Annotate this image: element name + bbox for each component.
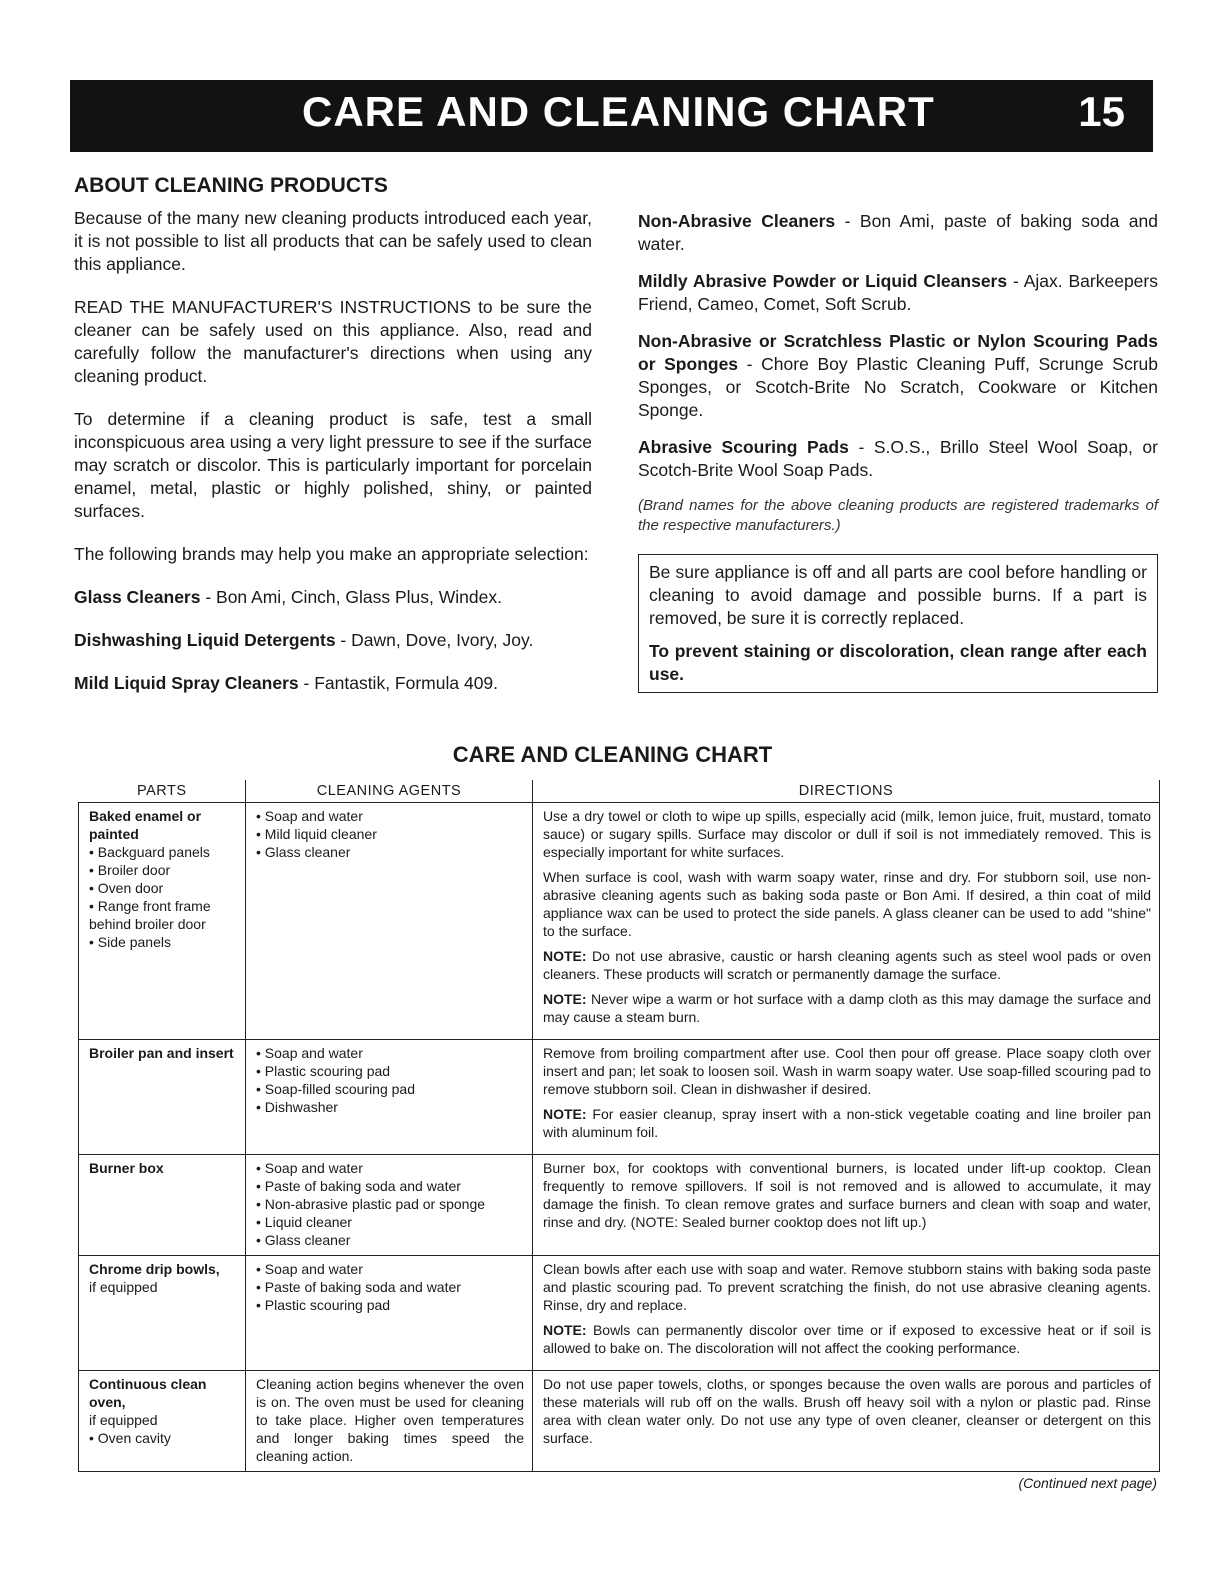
category-text: - Chore Boy Plastic Cleaning Puff, Scrunge Scrub Sponges, or Scotch-Brite No Scratch, Cookware or Kitchen Sponge.: [638, 354, 1159, 420]
direction-text: For easier cleanup, spray insert with a non-stick vegetable coating and line broiler pan with aluminum foil.: [543, 1106, 1151, 1140]
part-item: • Range front frame behind broiler door: [89, 897, 237, 933]
direction-paragraph: [543, 1321, 1151, 1357]
table-header-row: [79, 780, 1160, 803]
part-qualifier: if equipped: [89, 1279, 158, 1295]
agents-cell: [246, 1040, 533, 1155]
about-heading: ABOUT CLEANING PRODUCTS: [74, 174, 388, 197]
category-label: Dishwashing Liquid Detergents: [74, 630, 336, 650]
note-label: NOTE:: [543, 948, 587, 964]
category-label: Abrasive Scouring Pads: [638, 437, 849, 457]
agents-cell: [246, 1371, 533, 1472]
agent-list: [256, 1159, 524, 1249]
parts-cell: [79, 803, 246, 1040]
category-label: Mild Liquid Spray Cleaners: [74, 673, 299, 693]
part-name: Continuous clean oven,: [89, 1376, 207, 1410]
part-name: Broiler pan and insert: [89, 1045, 234, 1061]
part-name: Burner box: [89, 1160, 164, 1176]
about-paragraph-1: Because of the many new cleaning products introduced each year, it is not possible to list all products that can be safely used to clean this appliance.: [74, 208, 592, 274]
continued-note: (Continued next page): [1018, 1475, 1157, 1491]
agent-list: [256, 1260, 524, 1314]
agent-list: [256, 1044, 524, 1116]
parts-cell: [79, 1256, 246, 1371]
chart-title: CARE AND CLEANING CHART: [452, 742, 773, 767]
agent-item: • Soap and water: [256, 1260, 524, 1278]
header-agents: CLEANING AGENTS: [246, 780, 533, 803]
direction-paragraph: [543, 990, 1151, 1026]
header-banner: [70, 80, 1153, 152]
agent-item: • Soap and water: [256, 1159, 524, 1177]
agent-item: • Soap and water: [256, 1044, 524, 1062]
directions-cell: [533, 1371, 1160, 1472]
agent-item: • Liquid cleaner: [256, 1213, 524, 1231]
brand-note: (Brand names for the above cleaning products are registered trademarks of the respective manufacturers.): [638, 497, 1158, 534]
directions-cell: [533, 803, 1160, 1040]
category-label: Non-Abrasive Cleaners: [638, 211, 836, 231]
category-text: - Ajax. Barkeepers Friend, Cameo, Comet, Soft Scrub.: [638, 271, 1158, 314]
part-name: Baked enamel or painted: [89, 808, 202, 842]
caution-text: Be sure appliance is off and all parts are cool before handling or cleaning to avoid damage and possible burns. If a part is removed, be sure it is correctly replaced.: [649, 562, 1147, 628]
part-name: Chrome drip bowls,: [89, 1261, 220, 1277]
about-paragraph-3: To determine if a cleaning product is safe, test a small inconspicuous area using a very light pressure to see if the surface may scratch or discolor. This is particularly important for porcelain enamel, metal, plastic or highly polished, shiny, or painted surfaces.: [74, 409, 592, 521]
direction-text: Do not use paper towels, cloths, or sponges because the oven walls are porous and particles of these materials will rub off on the walls. Brush off heavy soil with a nylon or plastic pad. Rinse area with clean water only. Do not use any type of oven cleaner, cleanser or detergent on this surface.: [543, 1376, 1151, 1446]
direction-paragraph: [543, 1159, 1151, 1231]
category-label: Glass Cleaners: [74, 587, 201, 607]
part-item: • Side panels: [89, 933, 237, 951]
table-row: [79, 803, 1160, 1040]
part-item: • Broiler door: [89, 861, 237, 879]
category-text: - Bon Ami, paste of baking soda and water.: [638, 211, 1158, 254]
agents-cell: [246, 803, 533, 1040]
category-mildly-abrasive: [638, 270, 1158, 316]
parts-cell: [79, 1371, 246, 1472]
about-paragraph-4: The following brands may help you make an appropriate selection:: [74, 544, 589, 564]
agent-item: • Paste of baking soda and water: [256, 1278, 524, 1296]
agent-item: • Non-abrasive plastic pad or sponge: [256, 1195, 524, 1213]
part-qualifier: if equipped: [89, 1412, 158, 1428]
part-item: • Backguard panels: [89, 843, 237, 861]
direction-text: When surface is cool, wash with warm soapy water, rinse and dry. For stubborn soil, use non-abrasive cleaning agents such as baking soda paste or Bon Ami. If desired, a thin coat of mild appliance wax can be used to protect the side panels. A glass cleaner can be used to add "shine" to the surface.: [543, 869, 1151, 939]
agents-cell: [246, 1256, 533, 1371]
agent-item: • Glass cleaner: [256, 843, 524, 861]
category-spray-cleaners: [74, 672, 592, 695]
direction-text: Never wipe a warm or hot surface with a damp cloth as this may damage the surface and may cause a steam burn.: [543, 991, 1151, 1025]
direction-paragraph: [543, 1044, 1151, 1098]
part-items: [89, 1429, 237, 1447]
direction-text: Use a dry towel or cloth to wipe up spills, especially acid (milk, lemon juice, fruit, mustard, tomato sauce) or sugary spills. Surface may discolor or dull if soil is not immediately removed. This is especially important for white surfaces.: [543, 808, 1151, 860]
part-item: • Oven door: [89, 879, 237, 897]
direction-paragraph: [543, 868, 1151, 940]
category-text: - Bon Ami, Cinch, Glass Plus, Windex.: [200, 587, 502, 607]
direction-paragraph: [543, 947, 1151, 983]
direction-text: Clean bowls after each use with soap and water. Remove stubborn stains with baking soda paste and plastic scouring pad. To prevent scratching the finish, do not use abrasive cleaning agents. Rinse, dry and replace.: [543, 1261, 1151, 1313]
page-number: 15: [1078, 88, 1125, 135]
agent-item: • Paste of baking soda and water: [256, 1177, 524, 1195]
table-row: [79, 1155, 1160, 1256]
agent-item: • Dishwasher: [256, 1098, 524, 1116]
about-left-column: [74, 174, 592, 715]
agent-item: • Soap-filled scouring pad: [256, 1080, 524, 1098]
parts-cell: [79, 1040, 246, 1155]
page-title: CARE AND CLEANING CHART: [302, 88, 935, 135]
direction-text: Bowls can permanently discolor over time or if exposed to excessive heat or if soil is allowed to bake on. The discoloration will not affect the cooking performance.: [543, 1322, 1151, 1356]
agent-item: • Soap and water: [256, 807, 524, 825]
category-abrasive-pads: [638, 436, 1158, 482]
note-label: NOTE:: [543, 1106, 587, 1122]
agent-item: • Plastic scouring pad: [256, 1062, 524, 1080]
header-parts: PARTS: [79, 780, 246, 803]
about-paragraph-2: READ THE MANUFACTURER'S INSTRUCTIONS to be sure the cleaner can be safely used on this appliance. Also, read and carefully follow the manufacturer's directions when using any cleaning product.: [74, 297, 592, 386]
category-non-abrasive: [638, 210, 1158, 256]
category-text: - Dawn, Dove, Ivory, Joy.: [335, 630, 534, 650]
agents-cell: [246, 1155, 533, 1256]
category-glass-cleaners: [74, 586, 592, 609]
caution-box: [638, 554, 1158, 693]
directions-cell: [533, 1256, 1160, 1371]
agent-list: [256, 807, 524, 861]
agent-item: • Glass cleaner: [256, 1231, 524, 1249]
category-label: Mildly Abrasive Powder or Liquid Cleansers: [638, 271, 1008, 291]
table-row: [79, 1371, 1160, 1472]
caution-strong: To prevent staining or discoloration, clean range after each use.: [649, 641, 1147, 684]
care-chart-table: [78, 780, 1160, 1472]
directions-cell: [533, 1155, 1160, 1256]
table-row: [79, 1040, 1160, 1155]
agent-item: • Plastic scouring pad: [256, 1296, 524, 1314]
category-scouring-pads: [638, 330, 1158, 422]
category-label: Non-Abrasive or Scratchless Plastic or Nylon Scouring Pads or Sponges: [638, 331, 1158, 374]
category-text: - Fantastik, Formula 409.: [298, 673, 499, 693]
direction-text: Remove from broiling compartment after use. Cool then pour off grease. Place soapy cloth over insert and pan; let soak to loosen soil. Wash in warm soapy water. Use soap-filled scouring pad to remove stubborn soil. Clean in dishwasher if desired.: [543, 1045, 1151, 1097]
category-text: - S.O.S., Brillo Steel Wool Soap, or Scotch-Brite Wool Soap Pads.: [638, 437, 1158, 480]
table-row: [79, 1256, 1160, 1371]
directions-cell: [533, 1040, 1160, 1155]
direction-paragraph: [543, 1105, 1151, 1141]
part-item: • Oven cavity: [89, 1429, 237, 1447]
note-label: NOTE:: [543, 991, 587, 1007]
direction-text: Burner box, for cooktops with conventional burners, is located under lift-up cooktop. Clean frequently to remove spillovers. If soil is not removed and is allowed to accumulate, it may damage the finish. To clean remove grates and surface burners and clean with soap and water, rinse and dry. (NOTE: Sealed burner cooktop does not lift up.): [543, 1160, 1151, 1230]
parts-cell: [79, 1155, 246, 1256]
note-label: NOTE:: [543, 1322, 587, 1338]
part-items: [89, 843, 237, 951]
direction-paragraph: [543, 807, 1151, 861]
category-dishwashing: [74, 629, 592, 652]
header-directions: DIRECTIONS: [533, 780, 1160, 803]
direction-paragraph: [543, 1260, 1151, 1314]
direction-paragraph: [543, 1375, 1151, 1447]
agent-item: • Mild liquid cleaner: [256, 825, 524, 843]
agent-text: Cleaning action begins whenever the oven is on. The oven must be used for cleaning to take place. Higher oven temperatures and longer baking times speed the cleaning action.: [256, 1376, 524, 1464]
direction-text: Do not use abrasive, caustic or harsh cleaning agents such as steel wool pads or oven cleaners. These products will scratch or permanently damage the surface.: [543, 948, 1151, 982]
about-right-column: [638, 210, 1158, 693]
